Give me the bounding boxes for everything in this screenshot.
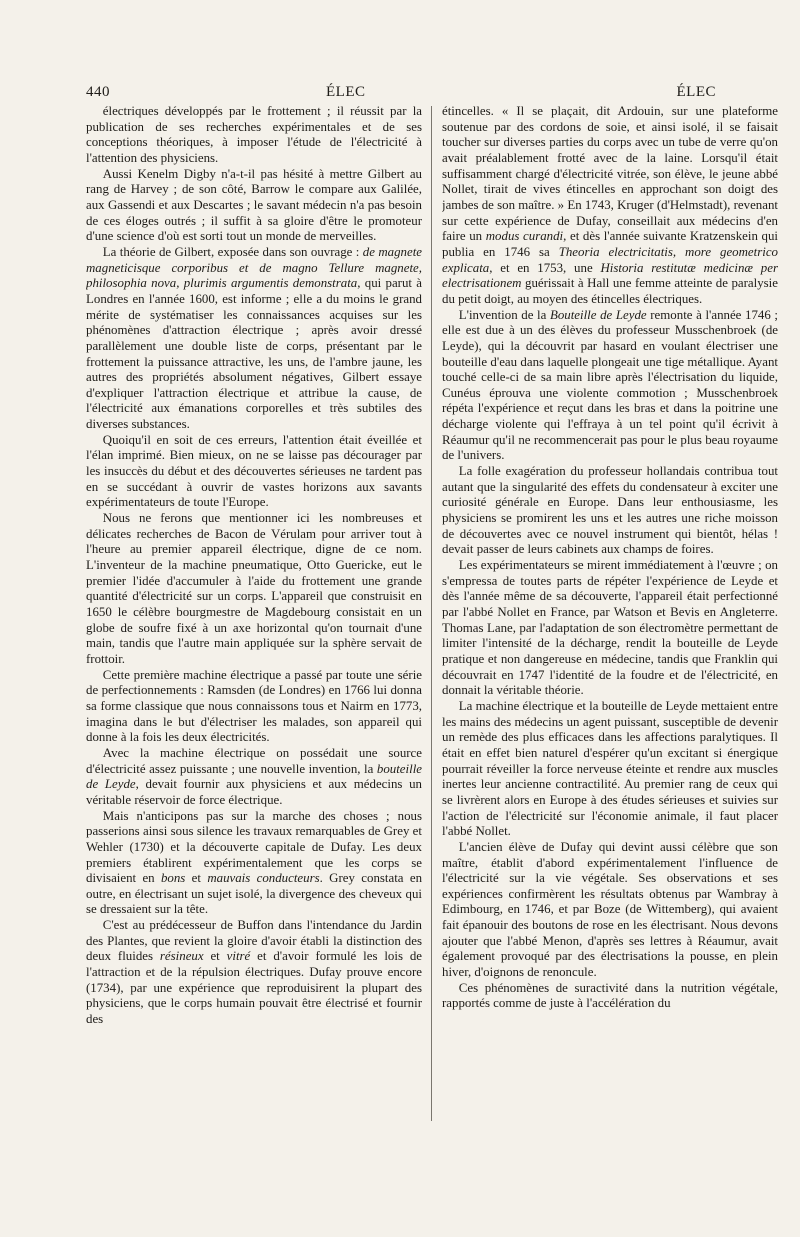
text-run: électriques développés par le frottement ; il réussit par la publication de ses recherches expérimentales et de ses conceptions théoriques, à imposer l'étude de l'électricité à l'attention des physiciens. <box>86 104 422 165</box>
running-title-left: ÉLEC <box>326 84 366 100</box>
running-title-right: ÉLEC <box>676 84 716 100</box>
italic-text: Theoria electricitatis, more geometrico explicata <box>442 244 778 275</box>
italic-text: vitré <box>226 949 251 964</box>
paragraph <box>442 104 778 308</box>
paragraph <box>86 809 422 919</box>
left-column <box>86 104 422 1116</box>
paragraph <box>86 746 422 809</box>
paragraph <box>86 918 422 1028</box>
text-run: Quoiqu'il en soit de ces erreurs, l'attention était éveillée et l'élan imprimé. Bien mieux, on ne se laisse pas décourager par les insuccès du début et des découvertes sérieuses ne tardent pas en se succédant à ouvrir de vastes horizons aux savants expérimentateurs de toute l'Europe. <box>86 432 422 510</box>
text-run: La théorie de Gilbert, exposée dans son ouvrage : <box>102 244 363 259</box>
text-run: , et dès l'année suivante Kratzenskein qui publia en 1746 sa <box>442 229 778 259</box>
paragraph <box>442 981 778 1012</box>
italic-text: bons <box>160 871 186 886</box>
text-run: et <box>203 949 227 964</box>
paragraph <box>86 511 422 668</box>
text-run: L'invention de la <box>458 307 550 322</box>
italic-text: résineux <box>159 949 204 964</box>
text-run: C'est au prédécesseur de Buffon dans l'intendance du Jardin des Plantes, que revient la gloire d'avoir établi la distinction des deux fluides <box>86 918 422 964</box>
text-run: La machine électrique et la bouteille de Leyde mettaient entre les mains des médecins un agent puissant, susceptible de devenir un remède des plus efficaces dans les affections paralytiques. Il était en effet bien naturel d'espérer qu'un excitant si énergique pourrait réveiller la force nerveuse éteinte et rendre aux muscles inertes leur ancienne contractilité. Au premier rang de ceux qui se livrèrent alors en Europe à des études sérieuses et suivies sur l'action de l'électricité sur l'économie animale, il faut placer l'abbé Nollet. <box>442 698 778 839</box>
paragraph <box>442 699 778 840</box>
paragraph <box>86 668 422 746</box>
text-run: . Grey constata en outre, en électrisant un sujet isolé, la divergence des cheveux qui se dressaient sur la tête. <box>86 871 422 917</box>
text-run: , et en 1753, une <box>489 260 601 275</box>
paragraph <box>442 308 778 465</box>
text-run: Ces phénomènes de suractivité dans la nutrition végétale, rapportés comme de juste à l'accélération du <box>442 980 778 1011</box>
text-run: Mais n'anticipons pas sur la marche des choses ; nous passerions ainsi sous silence les travaux remarquables de Grey et Wehler (1730) et la découverte capitale de Dufay. Les deux premiers établirent expérimentalement que les corps se divisaient en <box>86 808 422 886</box>
text-run: , qui parut à Londres en l'année 1600, est informe ; elle a du moins le grand mérite de systématiser les connaissances acquises sur les phénomènes d'attraction électrique ; après avoir dressé parallèlement une double liste de corps, présentant par le frottement la puissance attractive, les uns, de l'ambre jaune, les autres des propriétés absolument négatives, Gilbert essaye d'expliquer l'attraction électrique et attribue la cause, de l'électricité aux émanations corporelles et très subtiles des diverses substances. <box>86 276 422 432</box>
paragraph <box>86 433 422 511</box>
paragraph <box>86 167 422 245</box>
text-run: Les expérimentateurs se mirent immédiatement à l'œuvre ; on s'empressa de toutes parts de répéter l'expérience de Leyde et dès l'année même de sa découverte, l'appareil était perfectionné par l'abbé Nollet en France, par Watson et Bevis en Angleterre. Thomas Lane, par l'adaptation de son électromètre permettant de limiter l'intensité de la décharge, rendit la bouteille de Leyde pratique et non dangereuse en médecine, tandis que Franklin qui découvrait en 1747 l'identité de la foudre et de l'électricité, en donnait la véritable théorie. <box>442 558 778 698</box>
text-run: La folle exagération du professeur hollandais contribua tout autant que la singularité des effets du condensateur à exciter une curiosité générale en Europe. Dans leur enthousiasme, les physiciens se promirent les uns et les autres une riche moisson de découvertes avec ce nouvel instrument qui bientôt, hélas ! devait passer de leurs cabinets aux champs de foires. <box>442 464 778 557</box>
text-run: et d'avoir formulé les lois de l'attraction et de la répulsion électriques. Dufay prouve encore (1734), par une expérience que reproduisirent la plupart des physiciens, que le corps humain pouvait être électrisé et fournir des <box>86 949 422 1027</box>
page-number: 440 <box>86 84 110 100</box>
text-run: , devait fournir aux physiciens et aux médecins un véritable réservoir de force électrique. <box>86 777 422 807</box>
text-run: Cette première machine électrique a passé par toute une série de perfectionnements : Ramsden (de Londres) en 1766 lui donna sa forme classique que nous connaissons tous et Nairm en 1773, imagina dans le but d'électriser les malades, son appareil qui donne à la fois les deux électricités. <box>86 667 422 745</box>
right-column <box>442 104 778 1116</box>
page-header <box>86 84 761 104</box>
text-run: remonte à l'année 1746 ; elle est due à un des élèves du professeur Musschenbroek (de Leyde), qui la découvrit par hasard en voulant électriser une bouteille d'eau dans laquelle plongeait une tige métallique. Ayant touché celle-ci de sa main libre après l'électrisation du liquide, Cunéus éprouva une violente commotion ; Musschenbroek répéta l'expérience et reçut dans les bras et dans la poitrine une décharge violente qui l'effraya à un tel point qu'il écrivit à Réaumur qu'il ne recommencerait pas pour le plus beau royaume de l'univers. <box>442 307 778 463</box>
text-run: guérissait à Hall une femme atteinte de paralysie du petit doigt, au moyen des étincelles électriques. <box>442 276 778 306</box>
italic-text: mauvais conducteurs <box>207 871 320 886</box>
text-run: Aussi Kenelm Digby n'a-t-il pas hésité à mettre Gilbert au rang de Harvey ; de son côté, Barrow le compare aux Galilée, aux Gassendi et aux Descartes ; le savant médecin n'a pas besoin de ces éloges outrés ; il suffit à sa gloire d'être le promoteur d'une science d'où est sorti tout un monde de merveilles. <box>86 166 422 244</box>
italic-text: de magnete magneticisque corporibus et de magno Tellure magnete, philosophia nova, plurimis argumentis demonstrata <box>86 244 422 291</box>
column-divider <box>431 106 432 1121</box>
paragraph <box>442 840 778 981</box>
text-run: étincelles. « Il se plaçait, dit Ardouin, sur une plateforme soutenue par des cordons de soie, et ainsi isolé, il se faisait toucher sur diverses parties du corps avec un tube de verre qu'on avait préalablement frotté avec de la laine. Lorsqu'il était suffisamment chargé d'électricité vitrée, son élève, le jeune abbé Nollet, tirait de vives étincelles en approchant son doigt des jambes de son maître. » En 1743, Kruger (d'Helmstadt), revenant sur cette expérience de Dufay, conseillait aux médecins d'en faire un <box>442 104 778 244</box>
paragraph <box>442 464 778 558</box>
italic-text: modus curandi <box>485 229 564 244</box>
italic-text: bouteille de Leyde <box>86 761 422 792</box>
text-run: et <box>185 871 208 886</box>
paragraph <box>442 558 778 699</box>
paragraph <box>86 245 422 433</box>
paragraph <box>86 104 422 167</box>
italic-text: Historia restitutæ medicinæ per electrisationem <box>442 260 778 291</box>
text-run: Avec la machine électrique on possédait une source d'électricité assez puissante ; une nouvelle invention, la <box>86 745 422 776</box>
italic-text: Bouteille de Leyde <box>549 307 647 322</box>
text-run: Nous ne ferons que mentionner ici les nombreuses et délicates recherches de Bacon de Vérulam pour arriver tout à l'heure au premier appareil électrique, digne de ce nom. L'inventeur de la machine pneumatique, Otto Guericke, eut le premier l'idée d'accumuler à l'aide du frottement une grande quantité d'électricité sur un corps. L'appareil que construisit en 1650 le célèbre bourgmestre de Magdebourg consistait en un globe de soufre fixé à un axe horizontal qu'on tournait d'une main, tandis que l'autre main appliquée sur la sphère servait de frottoir. <box>86 511 422 666</box>
text-run: L'ancien élève de Dufay qui devint aussi célèbre que son maître, établit d'abord expérimentalement l'influence de l'électricité sur la vie végétale. Ses observations et ses expériences confirmèrent les résultats obtenus par Wambray à Edimbourg, en 1746, et par Boze (de Wittemberg), qui avaient fait épanouir des boutons de rose en les électrisant. Nous devons ajouter que l'abbé Menon, d'après ses lettres à Réaumur, avait également provoqué par des électrisations la pousse, en plein hiver, d'oignons de renoncule. <box>442 839 778 980</box>
